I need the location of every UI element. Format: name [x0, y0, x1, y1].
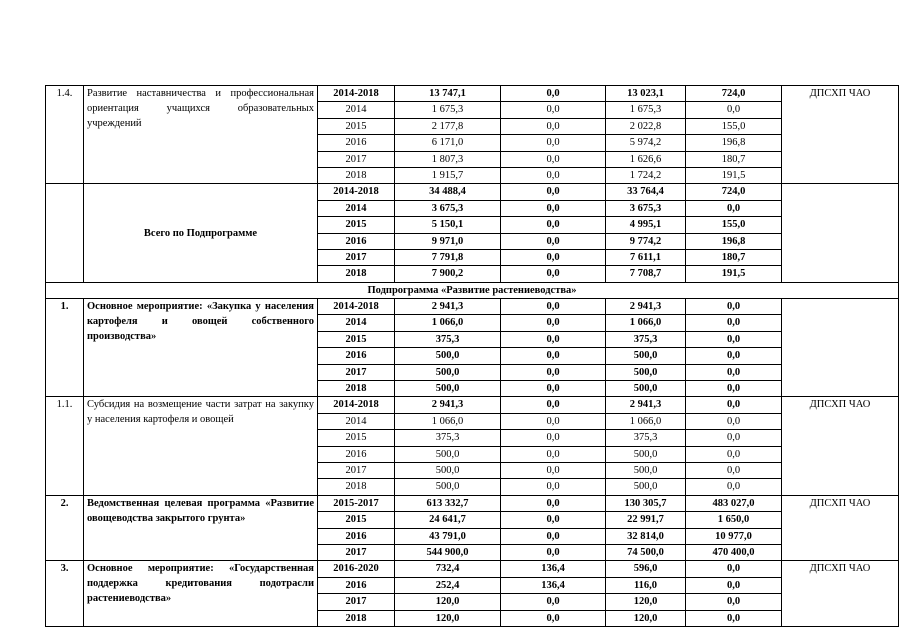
total-amount-cell: 500,0	[395, 479, 501, 495]
other-sources-cell: 0,0	[686, 462, 782, 478]
district-budget-cell: 3 675,3	[606, 200, 686, 216]
district-budget-cell: 1 626,6	[606, 151, 686, 167]
period-cell: 2015	[318, 512, 395, 528]
period-cell: 2014	[318, 413, 395, 429]
item-description: Ведомственная целевая программа «Развитие овощеводства закрытого грунта»	[84, 495, 318, 561]
district-budget-cell: 130 305,7	[606, 495, 686, 511]
district-budget-cell: 1 724,2	[606, 167, 686, 183]
federal-budget-cell: 0,0	[501, 430, 606, 446]
federal-budget-cell: 0,0	[501, 544, 606, 560]
other-sources-cell: 0,0	[686, 479, 782, 495]
federal-budget-cell: 0,0	[501, 381, 606, 397]
period-cell: 2018	[318, 167, 395, 183]
other-sources-cell: 1 650,0	[686, 512, 782, 528]
period-cell: 2014	[318, 315, 395, 331]
responsible-executor: ДПСХП ЧАО	[782, 561, 899, 627]
total-amount-cell: 24 641,7	[395, 512, 501, 528]
other-sources-cell: 0,0	[686, 315, 782, 331]
district-budget-cell: 375,3	[606, 430, 686, 446]
district-budget-cell: 74 500,0	[606, 544, 686, 560]
item-description: Развитие наставничества и профессиональная ориентация учащихся образовательных учреждений	[84, 86, 318, 184]
other-sources-cell: 0,0	[686, 299, 782, 315]
federal-budget-cell: 0,0	[501, 266, 606, 282]
federal-budget-cell: 0,0	[501, 217, 606, 233]
federal-budget-cell: 0,0	[501, 167, 606, 183]
item-description: Всего по Подпрограмме	[84, 184, 318, 282]
other-sources-cell: 0,0	[686, 200, 782, 216]
district-budget-cell: 1 066,0	[606, 413, 686, 429]
district-budget-cell: 120,0	[606, 610, 686, 626]
total-amount-cell: 375,3	[395, 430, 501, 446]
period-cell: 2017	[318, 462, 395, 478]
other-sources-cell: 191,5	[686, 167, 782, 183]
district-budget-cell: 500,0	[606, 364, 686, 380]
responsible-executor	[782, 299, 899, 397]
other-sources-cell: 0,0	[686, 348, 782, 364]
budget-table	[45, 85, 899, 627]
other-sources-cell: 0,0	[686, 397, 782, 413]
total-amount-cell: 43 791,0	[395, 528, 501, 544]
federal-budget-cell: 0,0	[501, 364, 606, 380]
federal-budget-cell: 0,0	[501, 151, 606, 167]
federal-budget-cell: 0,0	[501, 397, 606, 413]
federal-budget-cell: 0,0	[501, 102, 606, 118]
period-cell: 2018	[318, 266, 395, 282]
responsible-executor	[782, 184, 899, 282]
federal-budget-cell: 0,0	[501, 118, 606, 134]
federal-budget-cell: 0,0	[501, 86, 606, 102]
other-sources-cell: 155,0	[686, 217, 782, 233]
total-amount-cell: 7 900,2	[395, 266, 501, 282]
total-amount-cell: 1 675,3	[395, 102, 501, 118]
period-cell: 2016	[318, 348, 395, 364]
period-cell: 2016	[318, 446, 395, 462]
period-cell: 2017	[318, 249, 395, 265]
total-amount-cell: 34 488,4	[395, 184, 501, 200]
other-sources-cell: 470 400,0	[686, 544, 782, 560]
subprogram-title: Подпрограмма «Развитие растениеводства»	[46, 282, 899, 298]
total-amount-cell: 1 066,0	[395, 315, 501, 331]
other-sources-cell: 0,0	[686, 331, 782, 347]
district-budget-cell: 2 022,8	[606, 118, 686, 134]
other-sources-cell: 10 977,0	[686, 528, 782, 544]
total-amount-cell: 375,3	[395, 331, 501, 347]
other-sources-cell: 0,0	[686, 430, 782, 446]
federal-budget-cell: 0,0	[501, 135, 606, 151]
other-sources-cell: 191,5	[686, 266, 782, 282]
other-sources-cell: 196,8	[686, 135, 782, 151]
total-amount-cell: 500,0	[395, 446, 501, 462]
period-cell: 2014	[318, 200, 395, 216]
district-budget-cell: 116,0	[606, 577, 686, 593]
other-sources-cell: 180,7	[686, 249, 782, 265]
period-cell: 2017	[318, 364, 395, 380]
total-amount-cell: 1 066,0	[395, 413, 501, 429]
period-cell: 2016	[318, 233, 395, 249]
table-row	[46, 561, 899, 577]
federal-budget-cell: 0,0	[501, 299, 606, 315]
other-sources-cell: 0,0	[686, 594, 782, 610]
responsible-executor: ДПСХП ЧАО	[782, 86, 899, 184]
period-cell: 2018	[318, 381, 395, 397]
other-sources-cell: 196,8	[686, 233, 782, 249]
item-description: Основное мероприятие: «Государственная поддержка кредитования подотрасли растениеводства»	[84, 561, 318, 627]
responsible-executor: ДПСХП ЧАО	[782, 397, 899, 495]
total-amount-cell: 613 332,7	[395, 495, 501, 511]
federal-budget-cell: 0,0	[501, 512, 606, 528]
district-budget-cell: 13 023,1	[606, 86, 686, 102]
other-sources-cell: 0,0	[686, 446, 782, 462]
district-budget-cell: 500,0	[606, 348, 686, 364]
period-cell: 2016	[318, 577, 395, 593]
total-amount-cell: 9 971,0	[395, 233, 501, 249]
item-number: 1.4.	[46, 86, 84, 184]
period-cell: 2014-2018	[318, 299, 395, 315]
district-budget-cell: 7 708,7	[606, 266, 686, 282]
total-amount-cell: 13 747,1	[395, 86, 501, 102]
federal-budget-cell: 0,0	[501, 184, 606, 200]
federal-budget-cell: 0,0	[501, 446, 606, 462]
district-budget-cell: 596,0	[606, 561, 686, 577]
other-sources-cell: 483 027,0	[686, 495, 782, 511]
district-budget-cell: 4 995,1	[606, 217, 686, 233]
period-cell: 2016-2020	[318, 561, 395, 577]
period-cell: 2017	[318, 544, 395, 560]
district-budget-cell: 120,0	[606, 594, 686, 610]
federal-budget-cell: 0,0	[501, 413, 606, 429]
other-sources-cell: 0,0	[686, 413, 782, 429]
district-budget-cell: 500,0	[606, 462, 686, 478]
total-amount-cell: 6 171,0	[395, 135, 501, 151]
item-number	[46, 184, 84, 282]
total-amount-cell: 500,0	[395, 462, 501, 478]
table-row	[46, 86, 899, 102]
period-cell: 2017	[318, 594, 395, 610]
period-cell: 2015	[318, 118, 395, 134]
item-description: Основное мероприятие: «Закупка у населения картофеля и овощей собственного производства»	[84, 299, 318, 397]
district-budget-cell: 5 974,2	[606, 135, 686, 151]
total-amount-cell: 5 150,1	[395, 217, 501, 233]
responsible-executor: ДПСХП ЧАО	[782, 495, 899, 561]
item-description: Субсидия на возмещение части затрат на закупку у населения картофеля и овощей	[84, 397, 318, 495]
table-row	[46, 397, 899, 413]
budget-table-body	[46, 86, 899, 627]
total-amount-cell: 2 941,3	[395, 299, 501, 315]
period-cell: 2015	[318, 430, 395, 446]
item-number: 1.	[46, 299, 84, 397]
district-budget-cell: 2 941,3	[606, 397, 686, 413]
total-amount-cell: 3 675,3	[395, 200, 501, 216]
total-amount-cell: 252,4	[395, 577, 501, 593]
other-sources-cell: 724,0	[686, 184, 782, 200]
other-sources-cell: 0,0	[686, 381, 782, 397]
period-cell: 2016	[318, 135, 395, 151]
federal-budget-cell: 0,0	[501, 315, 606, 331]
federal-budget-cell: 0,0	[501, 200, 606, 216]
period-cell: 2017	[318, 151, 395, 167]
federal-budget-cell: 0,0	[501, 331, 606, 347]
item-number: 1.1.	[46, 397, 84, 495]
total-amount-cell: 120,0	[395, 594, 501, 610]
federal-budget-cell: 136,4	[501, 577, 606, 593]
table-row	[46, 495, 899, 511]
other-sources-cell: 0,0	[686, 102, 782, 118]
federal-budget-cell: 0,0	[501, 528, 606, 544]
period-cell: 2018	[318, 479, 395, 495]
table-row	[46, 184, 899, 200]
total-amount-cell: 544 900,0	[395, 544, 501, 560]
other-sources-cell: 0,0	[686, 577, 782, 593]
period-cell: 2015	[318, 217, 395, 233]
period-cell: 2016	[318, 528, 395, 544]
district-budget-cell: 32 814,0	[606, 528, 686, 544]
total-amount-cell: 500,0	[395, 348, 501, 364]
period-cell: 2014-2018	[318, 184, 395, 200]
district-budget-cell: 2 941,3	[606, 299, 686, 315]
other-sources-cell: 0,0	[686, 364, 782, 380]
district-budget-cell: 33 764,4	[606, 184, 686, 200]
federal-budget-cell: 0,0	[501, 233, 606, 249]
item-number: 2.	[46, 495, 84, 561]
district-budget-cell: 22 991,7	[606, 512, 686, 528]
total-amount-cell: 120,0	[395, 610, 501, 626]
district-budget-cell: 500,0	[606, 381, 686, 397]
item-number: 3.	[46, 561, 84, 627]
other-sources-cell: 724,0	[686, 86, 782, 102]
total-amount-cell: 732,4	[395, 561, 501, 577]
federal-budget-cell: 0,0	[501, 462, 606, 478]
district-budget-cell: 1 066,0	[606, 315, 686, 331]
district-budget-cell: 1 675,3	[606, 102, 686, 118]
total-amount-cell: 1 807,3	[395, 151, 501, 167]
subprogram-header-row	[46, 282, 899, 298]
total-amount-cell: 7 791,8	[395, 249, 501, 265]
total-amount-cell: 2 941,3	[395, 397, 501, 413]
federal-budget-cell: 0,0	[501, 594, 606, 610]
district-budget-cell: 7 611,1	[606, 249, 686, 265]
district-budget-cell: 9 774,2	[606, 233, 686, 249]
federal-budget-cell: 0,0	[501, 348, 606, 364]
period-cell: 2014-2018	[318, 86, 395, 102]
total-amount-cell: 500,0	[395, 381, 501, 397]
federal-budget-cell: 0,0	[501, 479, 606, 495]
federal-budget-cell: 0,0	[501, 249, 606, 265]
district-budget-cell: 375,3	[606, 331, 686, 347]
total-amount-cell: 500,0	[395, 364, 501, 380]
district-budget-cell: 500,0	[606, 446, 686, 462]
total-amount-cell: 2 177,8	[395, 118, 501, 134]
period-cell: 2014-2018	[318, 397, 395, 413]
total-amount-cell: 1 915,7	[395, 167, 501, 183]
federal-budget-cell: 0,0	[501, 495, 606, 511]
district-budget-cell: 500,0	[606, 479, 686, 495]
federal-budget-cell: 0,0	[501, 610, 606, 626]
table-row	[46, 299, 899, 315]
federal-budget-cell: 136,4	[501, 561, 606, 577]
period-cell: 2015	[318, 331, 395, 347]
other-sources-cell: 0,0	[686, 610, 782, 626]
period-cell: 2014	[318, 102, 395, 118]
period-cell: 2015-2017	[318, 495, 395, 511]
other-sources-cell: 0,0	[686, 561, 782, 577]
period-cell: 2018	[318, 610, 395, 626]
other-sources-cell: 180,7	[686, 151, 782, 167]
other-sources-cell: 155,0	[686, 118, 782, 134]
